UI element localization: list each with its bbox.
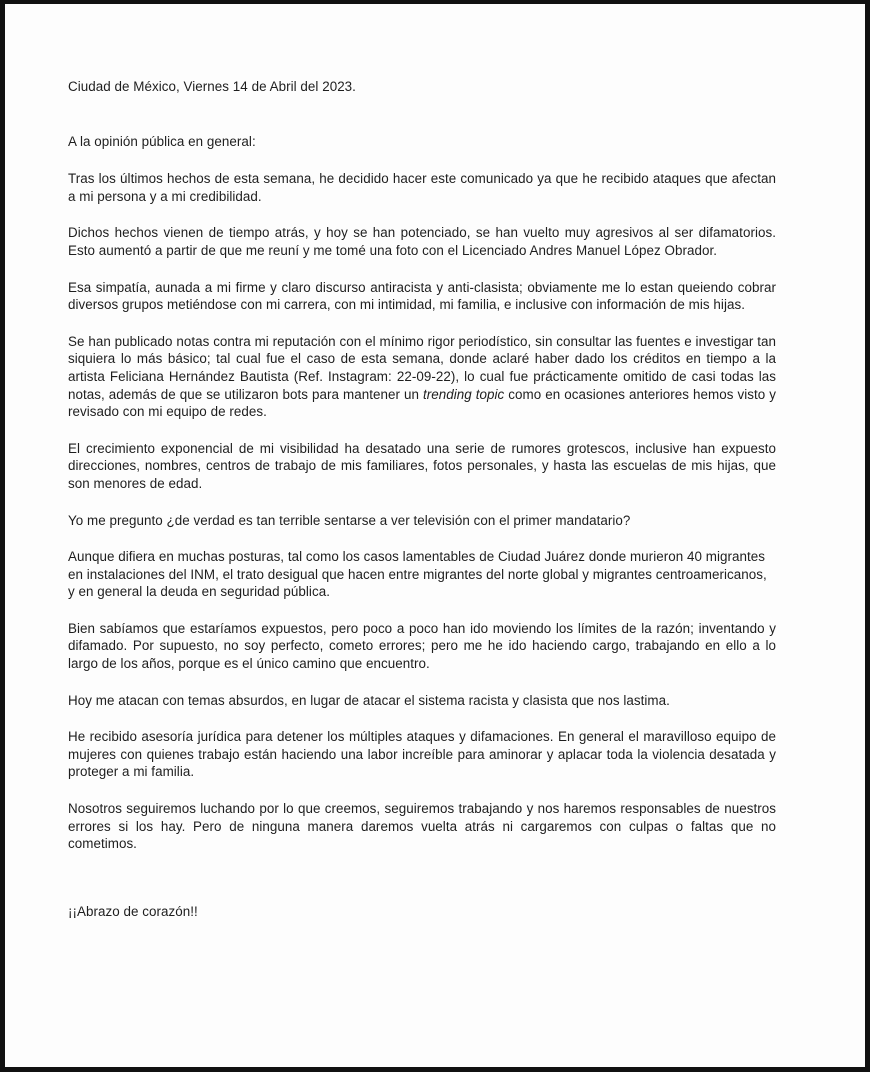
closing-line: ¡¡Abrazo de corazón!! (68, 903, 198, 919)
paragraph-4 (68, 333, 776, 421)
paragraph-4-text-a: Se han publicado notas contra mi reputación con el mínimo rigor periodístico, sin consultar las fuentes e investigar tan siquiera lo más básico; tal cual fue el caso de esta semana, donde aclaré haber dado los créditos en tiempo a la artista Feliciana Hernández Bautista (Ref. Instagram: 22-09-22), lo cual fue prácticamente omitido de casi todas las notas, además de que se utilizaron bots para mantener un (68, 333, 776, 402)
paragraph-4-text-b: como en ocasiones anteriores hemos visto y revisado con mi equipo de redes. (68, 386, 776, 420)
paragraph-1: Tras los últimos hechos de esta semana, he decidido hacer este comunicado ya que he recibido ataques que afectan a mi persona y a mi credibilidad. (68, 171, 776, 204)
paragraph-10: He recibido asesoría jurídica para detener los múltiples ataques y difamaciones. En general el maravilloso equipo de mujeres con quienes trabajo están haciendo una labor increíble para aminorar y aplacar toda la violencia desatada y proteger a mi familia. (68, 729, 776, 780)
paragraph-3: Esa simpatía, aunada a mi firme y claro discurso antiracista y anti-clasista; obviamente me lo estan queiendo cobrar diversos grupos metiéndose con mi carrera, con mi intimidad, mi familia, e inclusive con información de mis hijas. (68, 279, 776, 313)
letter-body (68, 78, 776, 939)
paragraph-7: Aunque difiera en muchas posturas, tal como los casos lamentables de Ciudad Juárez donde murieron 40 migrantes en instalaciones del INM, el trato desigual que hacen entre migrantes del norte global y migrantes centroamericanos, y en general la deuda en seguridad pública. (68, 549, 767, 600)
paragraph-8: Bien sabíamos que estaríamos expuestos, pero poco a poco han ido moviendo los límites de la razón; inventando y difamado. Por supuesto, no soy perfecto, cometo errores; pero me he ido haciendo cargo, trabajando en ello a lo largo de los años, porque es el único camino que encuentro. (68, 620, 776, 672)
document-page (5, 4, 865, 1067)
paragraph-11: Nosotros seguiremos luchando por lo que creemos, seguiremos trabajando y nos haremos responsables de nuestros errores si los hay. Pero de ninguna manera daremos vuelta atrás ni cargaremos con culpas o faltas que no cometimos. (68, 801, 776, 852)
paragraph-5: El crecimiento exponencial de mi visibilidad ha desatado una serie de rumores grotescos, inclusive han expuesto direcciones, nombres, centros de trabajo de mis familiares, fotos personales, y hasta las escuelas de mis hijas, que son menores de edad. (68, 440, 776, 491)
paragraph-2: Dichos hechos vienen de tiempo atrás, y hoy se han potenciado, se han vuelto muy agresivos al ser difamatorios. Esto aumentó a partir de que me reuní y me tomé una foto con el Licenciado Andres Manuel López Obrador. (68, 225, 776, 258)
paragraph-4-italic: trending topic (422, 386, 505, 402)
salutation: A la opinión pública en general: (68, 133, 256, 149)
paragraph-6: Yo me pregunto ¿de verdad es tan terrible sentarse a ver televisión con el primer mandatario? (68, 512, 631, 528)
paragraph-9: Hoy me atacan con temas absurdos, en lugar de atacar el sistema racista y clasista que nos lastima. (68, 692, 670, 708)
date-line: Ciudad de México, Viernes 14 de Abril del 2023. (68, 79, 356, 94)
